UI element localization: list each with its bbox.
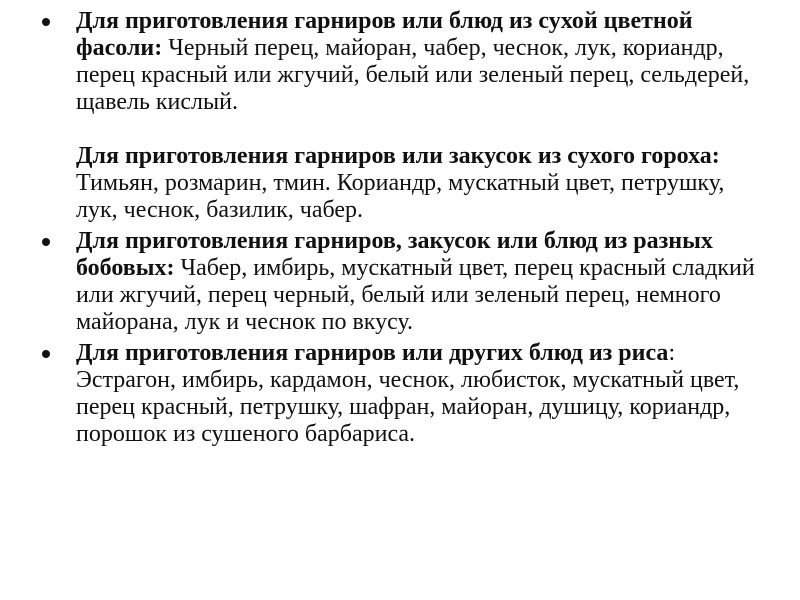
bullet-item-beans (36, 8, 760, 224)
paragraph-lead: Для приготовления гарниров, закусок или блюд из разных бобовых: (76, 228, 713, 281)
paragraph-rice (76, 340, 760, 448)
paragraph-legumes (76, 228, 760, 336)
paragraph-text: Чабер, имбирь, мускатный цвет, перец красный сладкий или жгучий, перец черный, белый или зеленый перец, немного майорана, лук и чеснок по вкусу. (76, 255, 755, 335)
paragraph-lead: Для приготовления гарниров или других блюд из риса (76, 340, 669, 366)
paragraph-text: Тимьян, розмарин, тмин. Кориандр, мускатный цвет, петрушку, лук, чеснок, базилик, чабер. (76, 170, 725, 223)
paragraph-dry-peas (76, 143, 760, 224)
paragraph-text: Черный перец, майоран, чабер, чеснок, лук, кориандр, перец красный или жгучий, белый или зеленый перец, сельдерей, щавель кислый. (76, 35, 750, 115)
paragraph-text: : Эстрагон, имбирь, кардамон, чеснок, любисток, мускатный цвет, перец красный, петрушку, шафран, майоран, душицу, кориандр, порошок из сушеного барбариса. (76, 340, 740, 447)
paragraph-lead: Для приготовления гарниров или блюд из сухой цветной фасоли: (76, 8, 693, 61)
bullet-item-legumes (36, 228, 760, 336)
paragraph-dry-beans (76, 8, 760, 116)
bullet-item-rice (36, 340, 760, 448)
paragraph-lead: Для приготовления гарниров или закусок из сухого гороха: (76, 143, 720, 169)
bullet-list (36, 8, 760, 448)
